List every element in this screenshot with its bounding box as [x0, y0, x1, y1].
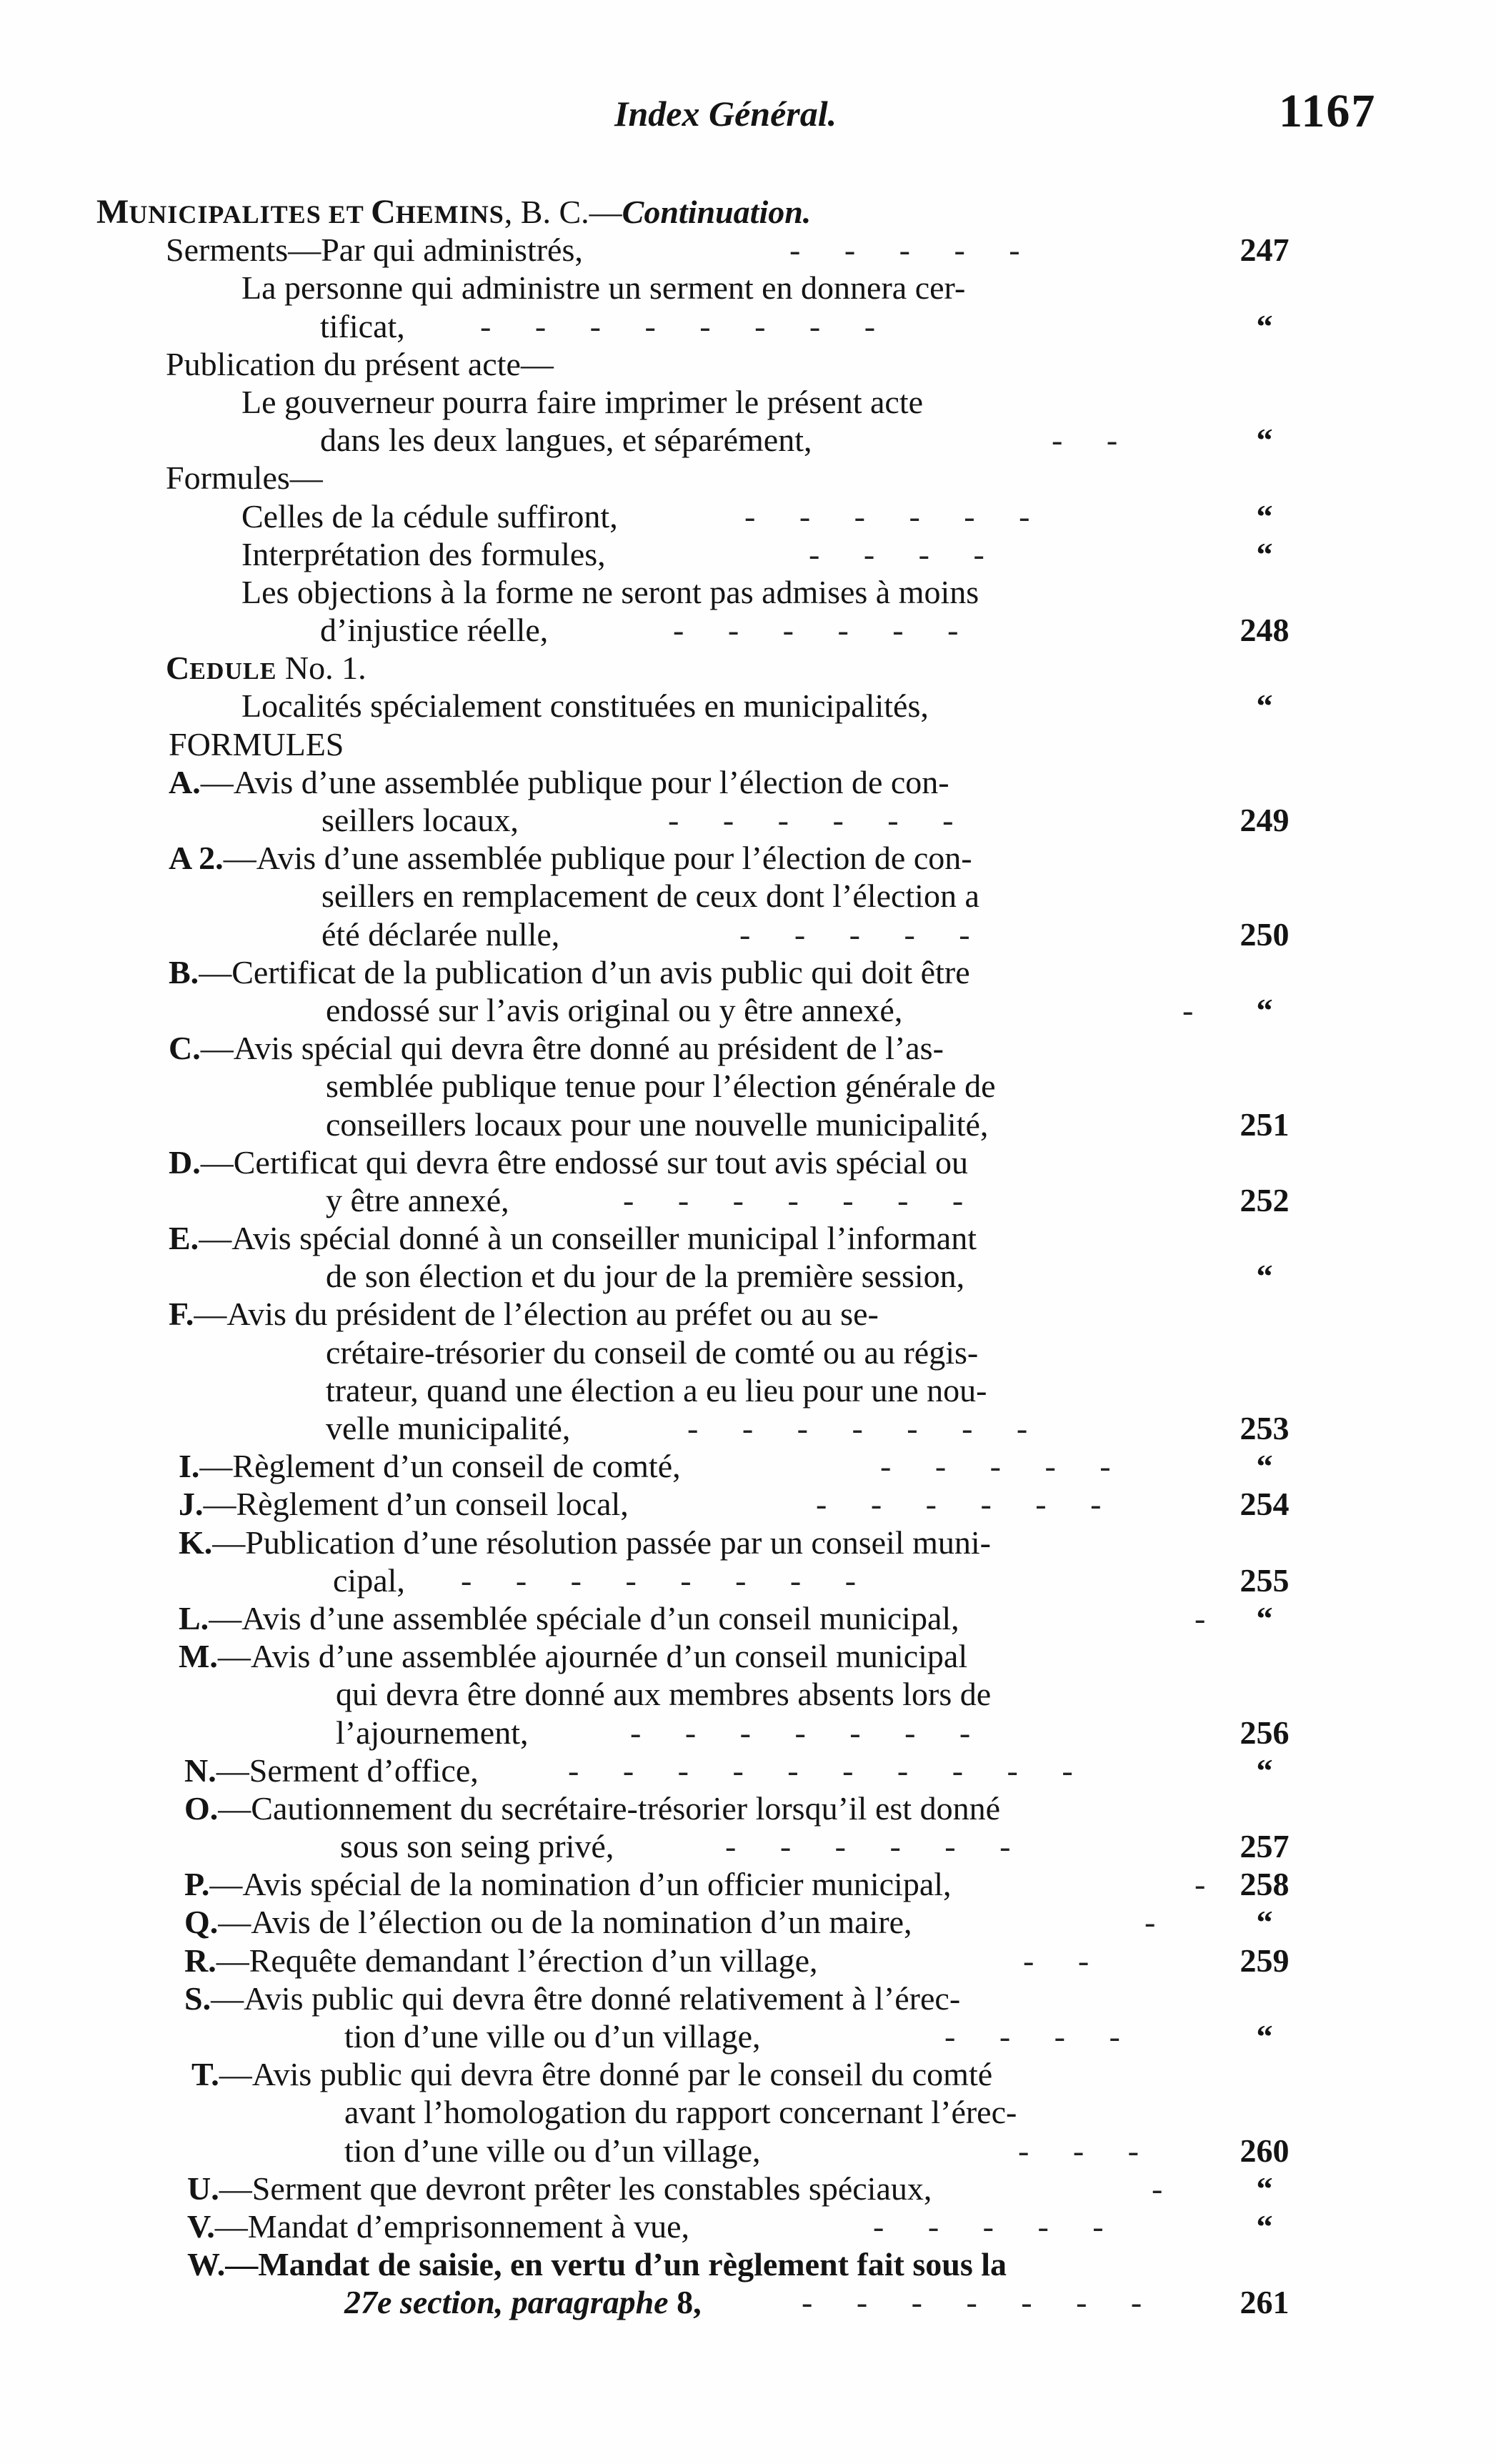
form-label: D.: [169, 1143, 201, 1181]
leader-dots: - - - - - - - -: [480, 307, 876, 344]
leader-dots: - - - - -: [739, 915, 970, 953]
entry-text: avant l’homologation du rapport concernant l’érec-: [344, 2094, 1017, 2131]
leader-dots: - - -: [1018, 2132, 1139, 2169]
leader-dots: -: [1195, 1599, 1206, 1636]
page-ref: 247: [1240, 232, 1290, 269]
heading-cap-2: C: [371, 193, 396, 231]
index-line: [0, 2017, 1496, 2055]
entry-text: No. 1.: [276, 650, 366, 687]
page-ref: “: [1256, 1258, 1273, 1295]
form-label: U.: [187, 2170, 219, 2207]
page-ref: “: [1256, 535, 1273, 572]
index-line: [0, 1524, 1496, 1561]
index-line: [0, 2245, 1496, 2283]
index-line: [0, 2132, 1496, 2170]
index-line: [0, 1143, 1496, 1181]
index-line: [0, 2170, 1496, 2207]
page-ref: 254: [1240, 1486, 1290, 1523]
entry-text: y être annexé,: [326, 1181, 509, 1218]
entry-text: semblée publique tenue pour l’élection générale de: [326, 1068, 996, 1105]
page-ref: “: [1256, 991, 1273, 1028]
index-line: [0, 2207, 1496, 2245]
entry-text: —Certificat de la publication d’un avis public qui doit être: [199, 953, 970, 990]
leader-dots: - - - - - - - -: [461, 1561, 857, 1599]
page-ref: “: [1256, 497, 1273, 535]
index-line: [0, 1942, 1496, 1979]
index-line: [0, 839, 1496, 877]
index-line: [0, 1219, 1496, 1257]
entry-text: —Avis public qui devra être donné relativement à l’érec-: [211, 1979, 961, 2017]
index-line: [0, 1295, 1496, 1333]
index-line: [0, 231, 1496, 269]
entry-text: —Avis public qui devra être donné par le conseil du comté: [219, 2056, 993, 2093]
page-ref: 260: [1240, 2132, 1290, 2169]
entry-text: Localités spécialement constituées en municipalités,: [241, 687, 929, 725]
index-line: [0, 915, 1496, 953]
entry-text: 8,: [668, 2284, 702, 2321]
form-label: P.: [184, 1866, 210, 1903]
page-ref: 259: [1240, 1942, 1290, 1979]
index-line: [0, 307, 1496, 345]
entry-text: Le gouverneur pourra faire imprimer le présent acte: [241, 383, 924, 420]
entry-text: Celles de la cédule suffiront,: [241, 497, 618, 535]
page-ref: 256: [1240, 1714, 1290, 1751]
index-line: [0, 1637, 1496, 1675]
entry-text: de son élection et du jour de la première session,: [326, 1258, 965, 1295]
index-line: [0, 459, 1496, 497]
index-line: [0, 345, 1496, 383]
entry-text: —Publication d’une résolution passée par un conseil muni-: [212, 1524, 991, 1561]
index-line: [0, 649, 1496, 687]
running-title: Index Général.: [614, 94, 837, 134]
form-label: J.: [179, 1486, 204, 1523]
page-ref: 251: [1240, 1106, 1290, 1143]
index-line: [0, 1181, 1496, 1219]
index-line: [0, 953, 1496, 991]
entry-text: endossé sur l’avis original ou y être annexé,: [326, 991, 903, 1028]
page-ref: 252: [1240, 1181, 1290, 1218]
index-line: [0, 1714, 1496, 1752]
index-line: [0, 1333, 1496, 1371]
form-label: K.: [179, 1524, 213, 1561]
entry-text: La personne qui administre un serment en donnera cer-: [241, 269, 966, 307]
leader-dots: - - - - -: [880, 1448, 1111, 1485]
leader-dots: - - - - - - - - - -: [568, 1752, 1073, 1789]
index-line: [0, 2283, 1496, 2321]
page-ref: “: [1256, 1904, 1273, 1941]
entry-text: sous son seing privé,: [340, 1828, 614, 1865]
page-ref: “: [1256, 307, 1273, 344]
index-line: [0, 1979, 1496, 2017]
entry-text: crétaire-trésorier du conseil de comté ou au régis-: [326, 1333, 979, 1371]
entry-text: —Serment que devront prêter les constables spéciaux,: [219, 2170, 932, 2207]
entry-text: —Mandat d’emprisonnement à vue,: [214, 2207, 690, 2245]
cedule-cap: C: [166, 650, 190, 687]
index-line: [0, 269, 1496, 307]
index-line: [0, 1067, 1496, 1105]
heading-tail: , B. C.—: [504, 194, 622, 230]
leader-dots: - - - - - -: [816, 1486, 1102, 1523]
entry-text: —Serment d’office,: [216, 1752, 479, 1789]
index-line: [0, 1827, 1496, 1865]
leader-dots: -: [1145, 1904, 1156, 1941]
entry-italic-text: 27e section, paragraphe: [344, 2284, 669, 2321]
entry-text: trateur, quand une élection a eu lieu pour une nou-: [326, 1371, 987, 1409]
leader-dots: - - - - - - -: [630, 1714, 971, 1751]
leader-dots: - - - - - -: [725, 1828, 1011, 1865]
form-label: A.: [169, 763, 201, 800]
page-ref: 250: [1240, 915, 1290, 953]
index-line: [0, 1029, 1496, 1067]
index-line: [0, 535, 1496, 573]
index-line: [0, 421, 1496, 459]
page-ref: 249: [1240, 802, 1290, 838]
page-ref: 261: [1240, 2284, 1290, 2321]
leader-dots: - - - - - -: [673, 612, 959, 649]
page-number: 1167: [1279, 85, 1377, 137]
page-ref: “: [1256, 2170, 1273, 2207]
heading-smallcaps-1: UNICIPALITES ET: [129, 200, 371, 229]
entry-text: —Avis d’une assemblée publique pour l’élection de con-: [223, 840, 972, 877]
form-label: V.: [187, 2207, 215, 2245]
leader-dots: - - - - - - -: [802, 2284, 1142, 2321]
page-header: [0, 84, 1496, 149]
entry-text: seillers locaux,: [321, 802, 519, 838]
page-ref: “: [1256, 422, 1273, 459]
entry-text: Publication du présent acte—: [166, 345, 554, 382]
index-line: [0, 2055, 1496, 2093]
heading-smallcaps-2: HEMINS: [395, 200, 504, 229]
leader-dots: - - - - - -: [744, 497, 1030, 535]
index-line: [0, 1106, 1496, 1143]
entry-text: —Avis spécial de la nomination d’un officier municipal,: [209, 1866, 952, 1903]
form-label: W.: [187, 2246, 226, 2283]
index-line: [0, 687, 1496, 725]
leader-dots: - - - - - -: [668, 802, 954, 838]
entry-text: l’ajournement,: [336, 1714, 529, 1751]
form-label: T.: [191, 2056, 219, 2093]
form-label: B.: [169, 953, 199, 990]
entry-text: Interprétation des formules,: [241, 535, 606, 572]
leader-dots: -: [1182, 991, 1194, 1028]
page-ref: “: [1256, 2207, 1273, 2245]
leader-dots: - -: [1023, 1942, 1089, 1979]
entry-text: dans les deux langues, et séparément,: [320, 422, 812, 459]
index-line: [0, 877, 1496, 915]
index-line: [0, 1903, 1496, 1941]
page-ref: 257: [1240, 1828, 1290, 1865]
page-ref: “: [1256, 2018, 1273, 2055]
index-line: [0, 763, 1496, 801]
index-line: [0, 383, 1496, 421]
heading-cap-1: M: [96, 193, 129, 231]
index-line: [0, 1752, 1496, 1789]
entry-text: —Avis d’une assemblée spéciale d’un conseil municipal,: [209, 1599, 959, 1636]
index-line: [0, 573, 1496, 611]
entry-text: —Avis spécial donné à un conseiller municipal l’informant: [199, 1220, 977, 1257]
index-line: [0, 1371, 1496, 1409]
entry-text: tion d’une ville ou d’un village,: [344, 2132, 761, 2169]
page-ref: “: [1256, 1599, 1273, 1636]
index-line: [0, 1485, 1496, 1523]
form-label: O.: [184, 1789, 219, 1827]
heading-continuation: Continuation.: [622, 194, 812, 230]
leader-dots: - - - -: [809, 535, 984, 572]
index-line: [0, 497, 1496, 535]
form-label: C.: [169, 1030, 201, 1067]
form-label: N.: [184, 1752, 216, 1789]
leader-dots: - - - - -: [789, 232, 1020, 269]
leader-dots: - - - - -: [873, 2207, 1104, 2245]
entry-text: d’injustice réelle,: [320, 612, 549, 649]
entry-text: velle municipalité,: [326, 1410, 571, 1446]
entry-text: cipal,: [333, 1561, 405, 1599]
page-ref: “: [1256, 1448, 1273, 1485]
index-line: [0, 801, 1496, 839]
index-line: [0, 1789, 1496, 1827]
entry-text: Les objections à la forme ne seront pas admises à moins: [241, 573, 979, 610]
entry-text: Formules—: [166, 459, 323, 497]
entry-text: —Requête demandant l’érection d’un village,: [216, 1942, 818, 1979]
page-ref: “: [1256, 1752, 1273, 1789]
index-line: [0, 2093, 1496, 2131]
entry-text: —Avis de l’élection ou de la nomination d’un maire,: [218, 1904, 912, 1941]
entry-text: conseillers locaux pour une nouvelle municipalité,: [326, 1106, 989, 1143]
cedule-smallcaps: EDULE: [189, 658, 277, 685]
index-line: [0, 1409, 1496, 1447]
form-label: Q.: [184, 1904, 219, 1941]
index-line: [0, 611, 1496, 649]
entry-text: —Règlement d’un conseil de comté,: [199, 1448, 681, 1485]
index-line: [0, 725, 1496, 763]
entry-text: —Avis d’une assemblée ajournée d’un conseil municipal: [217, 1638, 968, 1675]
index-line: [0, 1447, 1496, 1485]
index-line: [0, 1599, 1496, 1637]
entry-text: —Règlement d’un conseil local,: [203, 1486, 629, 1523]
form-label: I.: [179, 1448, 200, 1485]
page-ref: 258: [1240, 1866, 1290, 1903]
entry-text: Serments—Par qui administrés,: [166, 232, 583, 269]
form-label: M.: [179, 1638, 218, 1675]
leader-dots: -: [1195, 1866, 1206, 1903]
leader-dots: - - - - - - -: [623, 1181, 964, 1218]
leader-dots: - - - -: [944, 2018, 1120, 2055]
entry-text: FORMULES: [169, 725, 344, 762]
page-ref: 253: [1240, 1410, 1290, 1446]
leader-dots: - - - - - - -: [687, 1410, 1028, 1446]
leader-dots: - -: [1052, 422, 1118, 459]
section-heading: [0, 193, 1496, 231]
form-label: F.: [169, 1296, 194, 1333]
form-label: L.: [179, 1599, 209, 1636]
entry-text: —Avis d’une assemblée publique pour l’élection de con-: [200, 763, 949, 800]
entry-text: qui devra être donné aux membres absents lors de: [336, 1676, 992, 1713]
index-line: [0, 1257, 1496, 1295]
index-line: [0, 1675, 1496, 1713]
index-line: [0, 991, 1496, 1029]
index-line: [0, 1865, 1496, 1903]
entry-text: seillers en remplacement de ceux dont l’élection a: [321, 878, 979, 915]
form-label: S.: [184, 1979, 211, 2017]
index-line: [0, 1561, 1496, 1599]
form-label: R.: [184, 1942, 216, 1979]
entry-text: —Avis du président de l’élection au préfet ou au se-: [194, 1296, 879, 1333]
entry-text: tificat,: [320, 307, 405, 344]
page-ref: 255: [1240, 1561, 1290, 1599]
form-label: A 2.: [169, 840, 224, 877]
entry-text: tion d’une ville ou d’un village,: [344, 2018, 761, 2055]
entry-text: —Cautionnement du secrétaire-trésorier lorsqu’il est donné: [218, 1789, 1000, 1827]
entry-text: —Certificat qui devra être endossé sur tout avis spécial ou: [200, 1143, 969, 1181]
entry-text: —Mandat de saisie, en vertu d’un règlement fait sous la: [225, 2246, 1007, 2283]
leader-dots: -: [1152, 2170, 1163, 2207]
index-entries: [0, 193, 1496, 2322]
form-label: E.: [169, 1220, 199, 1257]
entry-text: —Avis spécial qui devra être donné au président de l’as-: [200, 1030, 944, 1067]
entry-text: été déclarée nulle,: [321, 915, 560, 953]
page-ref: “: [1256, 687, 1273, 725]
page-ref: 248: [1240, 612, 1290, 649]
